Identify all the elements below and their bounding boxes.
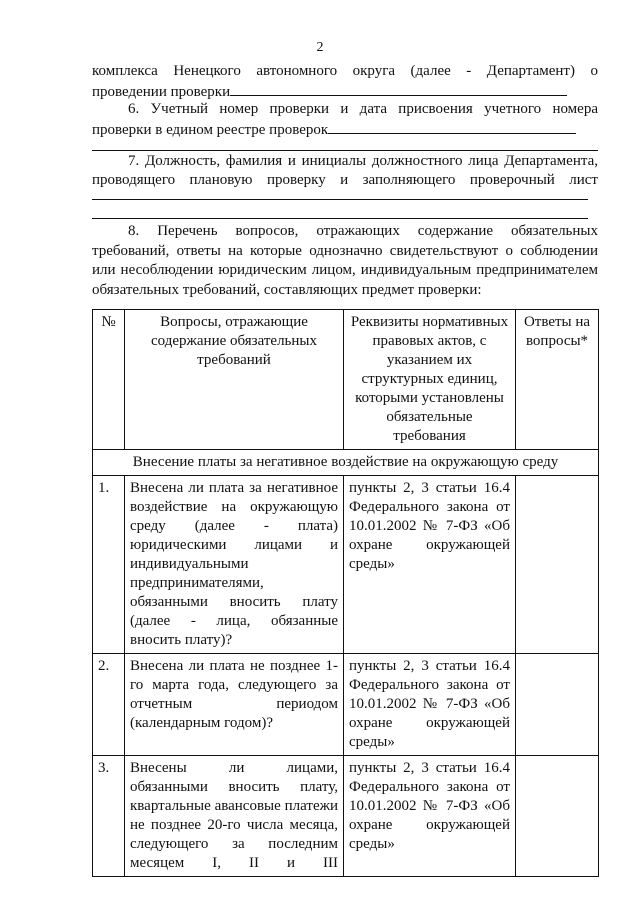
row-question: Внесены ли лицами, обязанными вносить плату, квартальные авансовые платежи не позднее 20-го числа месяца, следующего за последним месяцем I, II и III: [125, 756, 344, 877]
blank-line-check-info[interactable]: [230, 81, 567, 96]
header-answers: Ответы на вопросы*: [516, 310, 599, 450]
header-number: №: [93, 310, 125, 450]
checklist-table: [92, 309, 599, 877]
item-7-paragraph: [92, 152, 598, 190]
row-answer-cell[interactable]: [516, 654, 599, 756]
row-number: 2.: [93, 654, 125, 756]
item-7-line-2: проводящего плановую проверку и заполняющего проверочный лист: [92, 172, 598, 188]
row-answer-cell[interactable]: [516, 756, 599, 877]
section-title: Внесение платы за негативное воздействие на окружающую среду: [93, 450, 599, 476]
intro-line-1: комплекса Ненецкого автономного округа (далее - Департамент) о: [92, 63, 598, 79]
row-legal-act: пункты 2, 3 статьи 16.4 Федерального закона от 10.01.2002 № 7-ФЗ «Об охране окружающей среды»: [344, 654, 516, 756]
intro-line-2: [92, 81, 598, 102]
row-question: Внесена ли плата не позднее 1-го марта года, следующего за отчетным периодом (календарным годом)?: [125, 654, 344, 756]
row-answer-cell[interactable]: [516, 476, 599, 654]
blank-line-registry-number-continued[interactable]: [92, 150, 598, 151]
row-legal-act: пункты 2, 3 статьи 16.4 Федерального закона от 10.01.2002 № 7-ФЗ «Об охране окружающей среды»: [344, 476, 516, 654]
header-legal-acts: Реквизиты нормативных правовых актов, с указанием их структурных единиц, которыми установлены обязательные требования: [344, 310, 516, 450]
row-number: 3.: [93, 756, 125, 877]
row-legal-act: пункты 2, 3 статьи 16.4 Федерального закона от 10.01.2002 № 7-ФЗ «Об охране окружающей среды»: [344, 756, 516, 877]
item-6-paragraph: [92, 100, 598, 140]
table-row: [93, 654, 599, 756]
row-number: 1.: [93, 476, 125, 654]
section-row: [93, 450, 599, 476]
intro-line-2-text: проведении проверки: [92, 84, 231, 100]
blank-line-registry-number[interactable]: [328, 119, 576, 134]
item-6-line-2-text: проверки в едином реестре проверок: [92, 122, 329, 138]
intro-paragraph: [92, 62, 598, 102]
item-6-line-2: [92, 119, 598, 140]
item-8-paragraph: 8. Перечень вопросов, отражающих содержание обязательных требований, ответы на которые однозначно свидетельствуют о соблюдении или несоблюдении юридическим лицом, индивидуальным предпринимателем обязательных требований, составляющих предмет проверки:: [92, 223, 598, 298]
table-row: [93, 476, 599, 654]
table-header-row: [93, 310, 599, 450]
page-number: 2: [316, 40, 324, 55]
row-question: Внесена ли плата за негативное воздействие на окружающую среду (далее - плата) юридическими лицами и индивидуальными предпринимателями, обязанными вносить плату (далее - лица, обязанные вносить плату)?: [125, 476, 344, 654]
header-questions: Вопросы, отражающие содержание обязательных требований: [125, 310, 344, 450]
blank-line-official-name-2[interactable]: [92, 218, 588, 219]
item-6-line-1: 6. Учетный номер проверки и дата присвоения учетного номера: [128, 101, 598, 117]
table-row: [93, 756, 599, 877]
blank-line-official-name-1[interactable]: [92, 199, 588, 200]
item-7-line-1: 7. Должность, фамилия и инициалы должностного лица Департамента,: [128, 153, 598, 169]
